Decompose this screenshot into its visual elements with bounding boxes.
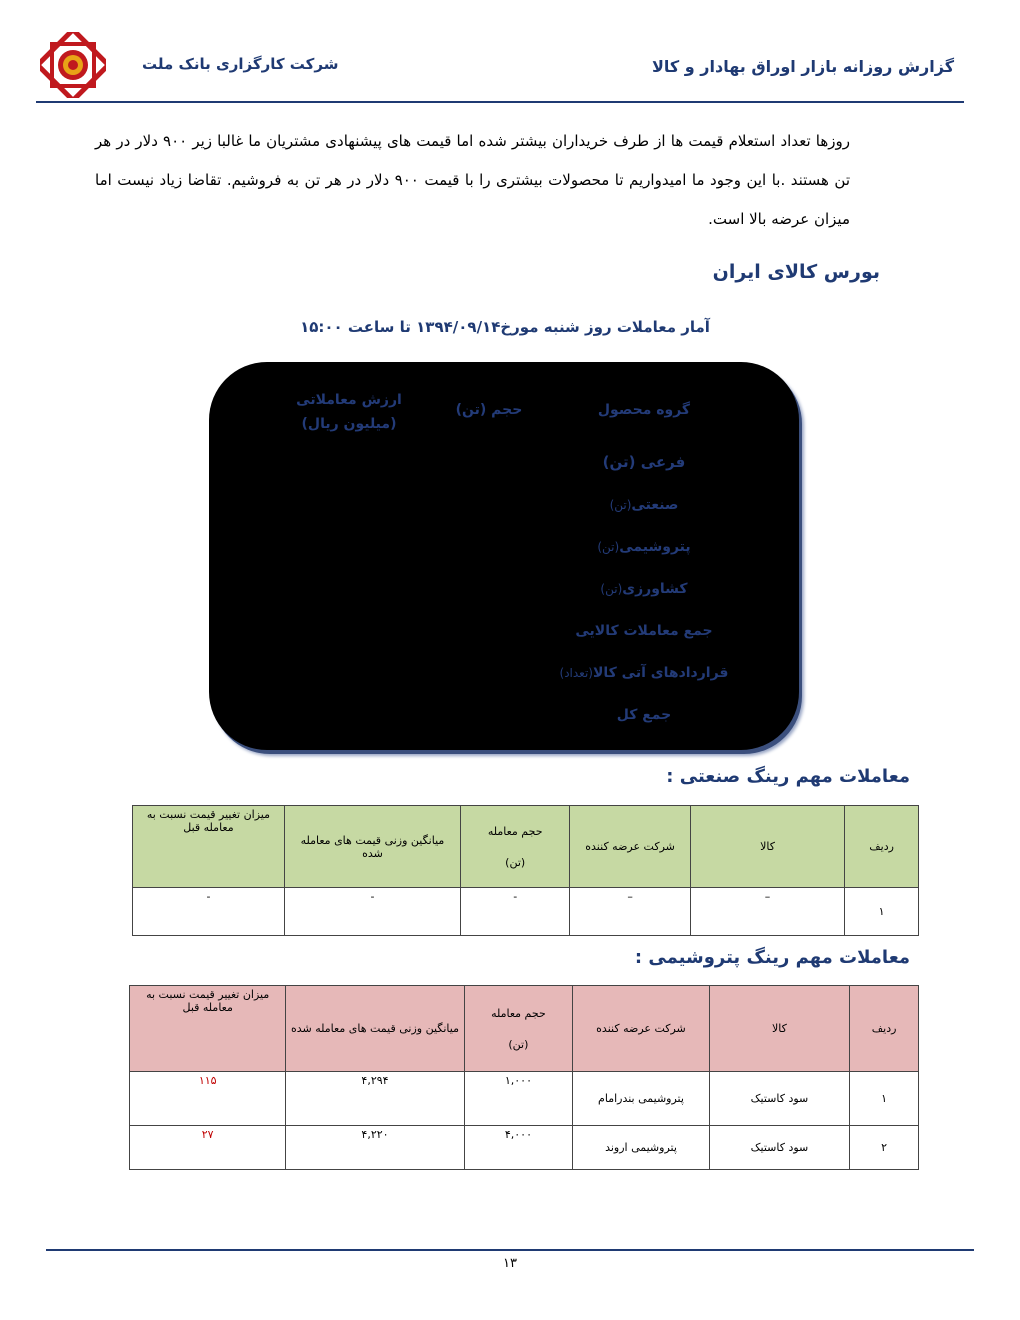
th-row: ردیف [850,986,919,1072]
th-volume: حجم معامله (تن) [461,806,570,888]
stats-row-grand-total: جمع کل [616,707,672,723]
stats-row-petrochem: پتروشیمی(تن) [597,539,691,555]
cell-change: ۱۱۵ [130,1072,286,1126]
stats-row-agri: کشاورزی(تن) [600,581,688,597]
th-change: میزان تغییر قیمت نسبت به معامله قبل [130,986,286,1072]
col-header-value: ارزش معاملاتی (میلیون ریال) [296,392,402,432]
table-row [130,1126,919,1170]
footer-divider [46,1249,974,1251]
cell-volume: ۱,۰۰۰ [464,1072,573,1126]
industrial-table [132,805,919,936]
cell-row: ۲ [850,1126,919,1170]
cell-row: ۱ [850,1072,919,1126]
stats-summary-box [209,362,799,750]
stats-caption: آمار معاملات روز شنبه مورخ۱۳۹۴/۰۹/۱۴ تا ساعت ۱۵:۰۰ [300,318,710,336]
stats-row-futures: قراردادهای آتی کالا(تعداد) [559,665,729,681]
page-number: ۱۳ [503,1256,517,1271]
company-name: شرکت کارگزاری بانک ملت [142,55,339,73]
th-supplier: شرکت عرضه کننده [573,986,710,1072]
stats-row-industrial: صنعتی(تن) [609,497,679,513]
th-change: میزان تغییر قیمت نسبت به معامله قبل [133,806,285,888]
section-title-petrochem: معاملات مهم رینگ پتروشیمی : [634,947,910,968]
th-commodity: کالا [709,986,849,1072]
section-title-exchange: بورس کالای ایران [712,261,880,283]
th-row: ردیف [845,806,919,888]
cell-avg-price: ۴,۲۹۴ [286,1072,464,1126]
table-row [130,1072,919,1126]
col-header-volume: حجم (تن) [455,402,523,418]
th-commodity: کالا [690,806,844,888]
th-volume: حجم معامله (تن) [464,986,573,1072]
cell-avg-price: - [284,888,460,936]
cell-commodity: – [690,888,844,936]
cell-change: ۲۷ [130,1126,286,1170]
petrochem-table [129,985,919,1170]
table-row [133,888,919,936]
cell-commodity: سود کاستیک [709,1126,849,1170]
cell-commodity: سود کاستیک [709,1072,849,1126]
section-title-industrial: معاملات مهم رینگ صنعتی : [666,766,910,787]
th-avg-price: میانگین وزنی قیمت های معامله شده [286,986,464,1072]
cell-volume: - [461,888,570,936]
cell-supplier: پتروشیمی بندرامام [573,1072,710,1126]
cell-row: ۱ [845,888,919,936]
cell-avg-price: ۴,۲۲۰ [286,1126,464,1170]
cell-supplier: پتروشیمی اروند [573,1126,710,1170]
cell-volume: ۴,۰۰۰ [464,1126,573,1170]
th-avg-price: میانگین وزنی قیمت های معامله شده [284,806,460,888]
cell-supplier: – [570,888,691,936]
intro-paragraph: روزها تعداد استعلام قیمت ها از طرف خریداران بیشتر شده اما قیمت های پیشنهادی مشتریان ما غالبا زیر ۹۰۰ دلار در هر تن هستند .با این وجود ما امیدواریم تا محصولات بیشتری را با قیمت ۹۰۰ دلار در هر تن به فروشیم. تقاضا زیاد نیست اما میزان عرضه بالا است. [95,132,850,228]
col-header-group: گروه محصول [597,402,691,418]
bank-mellat-logo [40,32,106,98]
cell-change: - [133,888,285,936]
stats-row-total-commodity: جمع معاملات کالایی [575,623,713,639]
report-title: گزارش روزانه بازار اوراق بهادار و کالا [651,57,954,76]
header-divider [36,101,964,103]
stats-row-sub: فرعی (تن) [602,453,686,471]
th-supplier: شرکت عرضه کننده [570,806,691,888]
